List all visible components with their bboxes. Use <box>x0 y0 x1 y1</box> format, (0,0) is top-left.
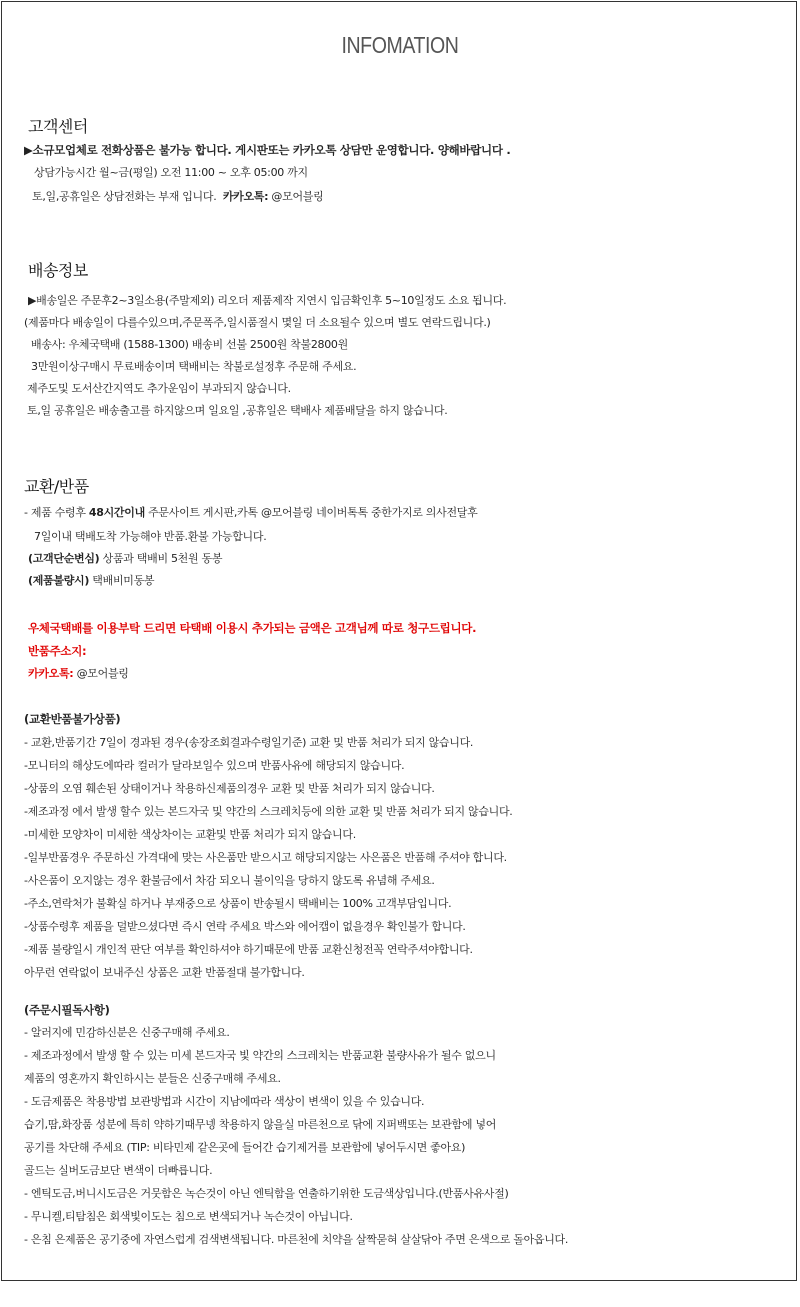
exchange-kakao-line <box>28 666 129 682</box>
order-notes-line: - 제조과정에서 발생 할 수 있는 미세 본드자국 빛 약간의 스크레치는 반품교환 불량사유가 될수 없으니 <box>24 1049 496 1062</box>
shipping-line: 배송사: 우체국택배 (1588-1300) 배송비 선불 2500원 착불2800원 <box>31 338 348 351</box>
exchange-line-2: 7일이내 택배도착 가능해야 반품.환불 가능합니다. <box>34 530 267 543</box>
exchange-defect-text: 택배비미동봉 <box>92 574 155 587</box>
no-exchange-line: -사은품이 오지않는 경우 환불금에서 차감 되오니 불이익을 당하지 않도록 유념해 주세요. <box>24 874 435 887</box>
exchange-defect-label: (제품불량시) <box>28 574 90 587</box>
exchange-line-1-start: - 제품 수령후 <box>24 506 89 519</box>
no-exchange-line: - 교환,반품기간 7일이 경과된 경우(송장조회결과수령일기준) 교환 및 반품 처리가 되지 않습니다. <box>24 736 474 749</box>
exchange-line-1-end: 주문사이트 게시판,카톡 @모어블링 네이버톡톡 중한가지로 의사전달후 <box>144 506 478 519</box>
no-exchange-line: -제조과정 에서 발생 할수 있는 본드자국 및 약간의 스크레치등에 의한 교환 및 반품 처리가 되지 않습니다. <box>24 805 513 818</box>
customer-center-heading: 고객센터 <box>28 117 88 136</box>
no-exchange-line: -상품의 오염 훼손된 상태이거나 착용하신제품의경우 교환 및 반품 처리가 되지 않습니다. <box>24 782 435 795</box>
no-exchange-line: -모니터의 해상도에따라 컬러가 달라보일수 있으며 반품사유에 해당되지 않습니다. <box>24 759 405 772</box>
shipping-line: 3만원이상구매시 무료배송이며 택배비는 착불로설정후 주문해 주세요. <box>31 360 357 373</box>
shipping-line: 제주도및 도서산간지역도 추가운임이 부과되지 않습니다. <box>27 382 291 395</box>
customer-center-hours: 상담가능시간 월~금(평일) 오전 11:00 ~ 오후 05:00 까지 <box>34 166 308 179</box>
shipping-heading: 배송정보 <box>28 261 88 280</box>
customer-center-kakao-label: 카카오톡: <box>222 190 269 203</box>
order-notes-line: - 무니켈,티탐침은 회색빛이도는 침으로 변색되거나 녹슨것이 아닙니다. <box>24 1210 353 1223</box>
customer-center-notice: ▶소규모업체로 전화상품은 불가능 합니다. 게시판또는 카카오톡 상담만 운영합니다. 양해바랍니다 . <box>24 143 511 157</box>
customer-center-holiday-line <box>32 189 323 205</box>
order-notes-line: - 은침 은제품은 공기중에 자연스럽게 검색변색됩니다. 마른천에 치약을 살짝묻혀 살살닦아 주면 은색으로 돌아옵니다. <box>24 1233 569 1246</box>
order-notes-line: 공기를 차단해 주세요 (TIP: 비타민제 같은곳에 들어간 습기제거를 보관함에 넣어두시면 좋아요) <box>24 1141 466 1154</box>
shipping-line: 토,일 공휴일은 배송출고를 하지않으며 일요일 ,공휴일은 택배사 제품배달을 하지 않습니다. <box>27 404 448 417</box>
exchange-deadline: 48시간이내 <box>88 506 145 519</box>
no-exchange-line: -주소,연락처가 불확실 하거나 부재중으로 상품이 반송될시 택배비는 100% 고객부담입니다. <box>24 897 452 910</box>
customer-center-kakao-id: @모어블링 <box>271 190 324 203</box>
order-notes-line: 제품의 영혼까지 확인하시는 분들은 신중구매해 주세요. <box>24 1072 281 1085</box>
exchange-kakao-label: 카카오톡: <box>28 667 74 680</box>
exchange-simple-label: (고객단순변심) <box>28 552 100 565</box>
customer-center-holiday: 토,일,공휴일은 상담전화는 부재 입니다. <box>32 190 217 203</box>
no-exchange-line: -상품수령후 제품을 덜받으셨다면 즉시 연락 주세요 박스와 에어캡이 없을경우 확인불가 합니다. <box>24 920 466 933</box>
exchange-simple-text: 상품과 택배비 5천원 동봉 <box>102 552 223 565</box>
order-notes-line: - 도금제품은 착용방법 보관방법과 시간이 지남에따라 색상이 변색이 있을 수 있습니다. <box>24 1095 425 1108</box>
exchange-kakao-id: @모어블링 <box>76 667 129 680</box>
exchange-defect <box>28 573 154 589</box>
no-exchange-line: -미세한 모양차이 미세한 색상차이는 교환및 반품 처리가 되지 않습니다. <box>24 828 356 841</box>
no-exchange-line: -일부반품경우 주문하신 가격대에 맞는 사은품만 받으시고 해당되지않는 사은품은 반품해 주셔야 합니다. <box>24 851 507 864</box>
no-exchange-line: 아무런 연락없이 보내주신 상품은 교환 반품절대 불가합니다. <box>24 966 305 979</box>
order-notes-line: 골드는 실버도금보단 변색이 더빠릅니다. <box>24 1164 213 1177</box>
exchange-line-1 <box>24 505 477 521</box>
page-title: INFOMATION <box>341 32 459 58</box>
no-exchange-line: -제품 불량일시 개인적 판단 여부를 확인하셔야 하기때문에 반품 교환신청전꼭 연락주셔야합니다. <box>24 943 473 956</box>
order-notes-line: - 엔틱도금,버니시도금은 거뭇함은 녹슨것이 아닌 엔틱함을 연출하기위한 도금색상입니다.(반품사유사절) <box>24 1187 509 1200</box>
order-notes-line: 습기,땀,화장품 성분에 특히 약하기때무넹 착용하지 않을실 마른천으로 닦에 지퍼백또는 보관함에 넣어 <box>24 1118 497 1131</box>
shipping-line: (제품마다 배송일이 다를수있으며,주문폭주,일시품절시 몇일 더 소요될수 있으며 별도 연락드립니다.) <box>24 316 491 329</box>
order-notes-line: - 알러지에 민감하신분은 신중구매해 주세요. <box>24 1026 230 1039</box>
shipping-line: ▶배송일은 주문후2~3일소용(주말제외) 리오더 제품제작 지연시 입금확인후 5~10일정도 소요 됩니다. <box>28 294 507 307</box>
exchange-red-notice: 우체국택배를 이용부탁 드리면 타택배 이용시 추가되는 금액은 고객님께 따로 청구드립니다. <box>28 621 477 635</box>
no-exchange-heading: (교환반품불가상품) <box>24 712 121 726</box>
exchange-heading: 교환/반품 <box>24 477 89 496</box>
return-address-label: 반품주소지: <box>28 644 87 658</box>
exchange-simple-change <box>28 551 222 567</box>
order-notes-heading: (주문시필독사항) <box>24 1003 110 1017</box>
